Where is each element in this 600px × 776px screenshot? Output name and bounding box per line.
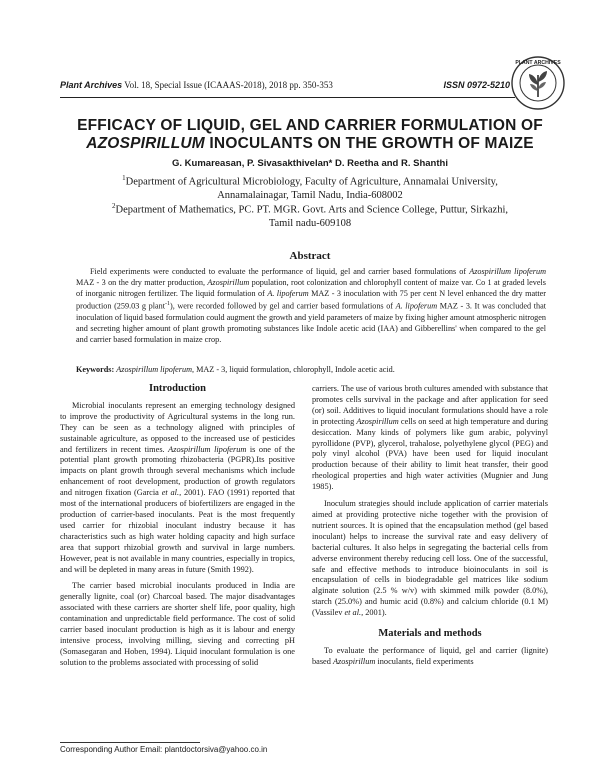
intro-paragraph-1: Microbial inoculants represent an emerging technology designed to improve the productivity of Agricultural systems in the long run. They can be seen as a technology aligned with principles of sustainable agriculture, as opposed to the increased use of pesticides and fertilizers in recent times. Azospirillum lipoferum is one of the potential plant growth promoting rhizobacteria (PGPR).Its positive impacts on plant growth through several mechanisms which include enhancement of root development, production of growth regulators and nitrogen fixation (Garcia et al., 2001). FAO (1991) reported that most of the international producers of biofertilizers are engaged in the production of carrier-based inoculants. Peat is the most frequently used carrier for rhizobial inoculant industry because it has characteristics such as high water holding capacity and high surface area that support rhizobial growth and survival in large numbers. However, peat is not available in many countries, especially in tropics, and will be depleted in many areas in future (Smith 1992).: [60, 400, 295, 574]
corresponding-author-footnote: Corresponding Author Email: plantdoctorsiva@yahoo.co.in: [60, 745, 268, 754]
left-column: [60, 384, 295, 675]
author-list: G. Kumareasan, P. Sivasakthivelan* D. Reetha and R. Shanthi: [172, 158, 448, 169]
intro-paragraph-2: The carrier based microbial inoculants produced in India are generally lignite, coal (or) Charcoal based. The major disadvantages associated with these carriers are shorter shelf life, poor quality, high contamination and unpredictable field performance. The cost of solid carrier based inoculant production is high as it is labour and energy intensive process, involving milling, sieving and correcting pH (Somasegaran and Hoben, 1994). Liquid inoculant formulation is one solution to the problems associated with processing of solid: [60, 581, 295, 667]
right-paragraph-2: Inoculum strategies should include application of carrier materials aimed at providing protective niche together with the provision of nutrient sources. It is opined that the encapsulation method (gel based inoculant) helps to increase the survival rate and easy delivery of bacterial cultures. It also helps in segregating the bacterial cells from adverse environment thereby reducing cell loss. One of the successful, safe and effective methods to introduce bioinoculants in soil is encapsulation of cells in biodegradable gel matrices like sodium alginate solution (2.5 % w/v) with skimmed milk powder (8.0%), starch (25.0%) and humic acid (0.8%) and calcium chloride (0.1 M) (Vassilev et al., 2001).: [312, 499, 548, 618]
right-paragraph-1: carriers. The use of various broth cultures amended with substance that promotes cells survival in the package and after application for seed (or) soil. Additives to liquid inoculant formulations should have a role in protecting Azospirillum cells on seed at high temperature and during desiccation. Many kinds of polymers like gum arabic, polyvinyl pyrollidone (PVP), glycerol, trahalose, polyethylene glycol (PEG) and poly vinyl alcohol (PVA) have been used for liquid inoculant production because of their ability to limit heat transfer, their good rheological properties and high water activities (Mugnier and Jung 1985).: [312, 384, 549, 492]
affiliation-text: Annamalainagar, Tamil Nadu, India-608002: [217, 190, 403, 201]
right-paragraph-3: To evaluate the performance of liquid, gel and carrier (lignite) based Azospirillum inoculants, field experiments: [312, 645, 548, 666]
affiliation-mark: 2: [112, 202, 116, 210]
affiliation-text: Tamil nadu-609108: [268, 218, 352, 229]
affiliation-1: [60, 172, 560, 203]
plant-archives-seal: [510, 55, 566, 111]
right-column: [312, 384, 548, 674]
title-line-1: EFFICACY OF LIQUID, GEL AND CARRIER FORMULATION OF: [77, 117, 543, 134]
header-rule: [60, 97, 515, 98]
seal-text: PLANT ARCHIVES: [515, 60, 561, 66]
affiliation-2: [60, 200, 560, 231]
keywords: Keywords: Azospirillum lipoferum, MAZ - 3, liquid formulation, chlorophyll, Indole acetic acid.: [76, 365, 395, 374]
title-genus: AZOSPIRILLUM: [86, 135, 205, 152]
paper-title: [60, 117, 560, 153]
affiliation-text: Department of Mathematics, PC. PT. MGR. Govt. Arts and Science College, Puttur, Sirkazhi,: [115, 204, 508, 216]
issn: ISSN 0972-5210: [443, 80, 510, 90]
affiliation-mark: 1: [122, 174, 126, 182]
materials-methods-heading: Materials and methods: [378, 628, 482, 640]
affiliation-text: Department of Agricultural Microbiology, Faculty of Agriculture, Annamalai University,: [125, 176, 498, 188]
title-line-2-rest: INOCULANTS ON THE GROWTH OF MAIZE: [204, 135, 534, 152]
title-line-2: [60, 135, 560, 153]
footnote-rule: [60, 742, 200, 743]
abstract-body: Field experiments were conducted to evaluate the performance of liquid, gel and carrier based formulations of Azospirillum lipoferum MAZ - 3 on the dry matter production, Azospirillum population, root colonization and chlorophyll content of maize var. Co 1 at graded levels of inorganic nitrogen fertilizer. The liquid formulation of A. lipoferum MAZ - 3 inoculation with 75 per cent N level enhanced the dry matter production (259.03 g plant$^{-1}$), were recorded followed by gel and carrier based formulations of A. lipoferum MAZ - 3. It was concluded that inoculation of liquid based formulation could augment the growth and yield parameters of maize by fixing higher amount atmospheric nitrogen and secreting higher amount of plant growth promoting substances like Indole acetic acid (IAA) and Gibberellins' when compared to the gel and carrier based formulation in maize crop.: [76, 267, 547, 344]
keywords-label: Keywords:: [76, 365, 115, 374]
journal-name: Plant Archives: [60, 80, 123, 90]
volume-info: Vol. 18, Special Issue (ICAAAS-2018), 2018 pp. 350-353: [122, 80, 333, 90]
abstract-heading: Abstract: [289, 250, 331, 262]
introduction-heading: Introduction: [149, 383, 206, 394]
running-header: [60, 80, 510, 96]
